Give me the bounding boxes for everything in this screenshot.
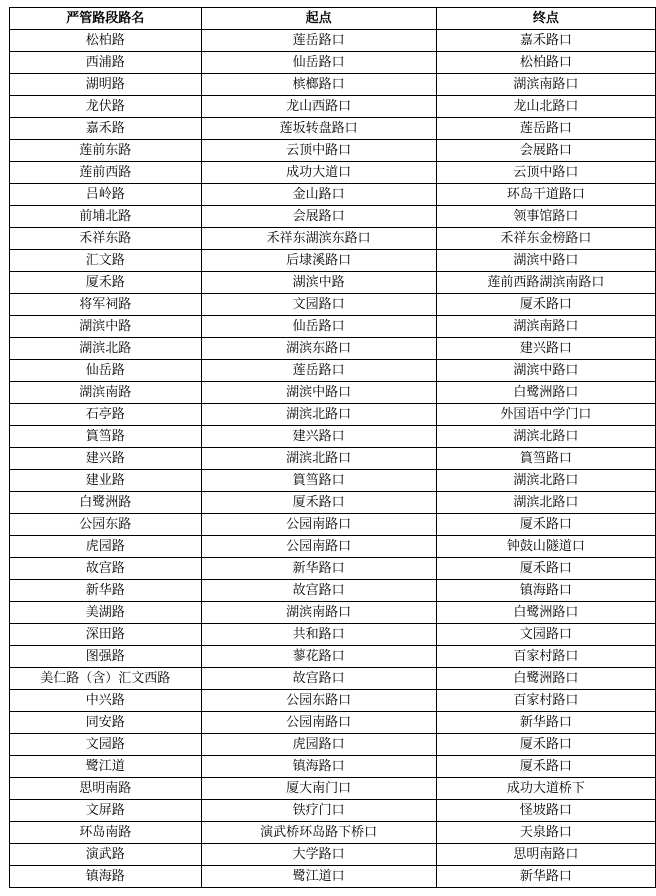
cell-road-name: 龙伏路 [10,96,202,118]
cell-start-point: 莲岳路口 [201,30,436,52]
cell-road-name: 莲前东路 [10,140,202,162]
cell-end-point: 松柏路口 [436,52,655,74]
table-row [10,492,656,514]
cell-road-name: 镇海路 [10,866,202,888]
cell-road-name: 禾祥东路 [10,228,202,250]
cell-start-point: 金山路口 [201,184,436,206]
cell-end-point: 白鹭洲路口 [436,382,655,404]
cell-end-point: 环岛干道路口 [436,184,655,206]
cell-start-point: 公园南路口 [201,712,436,734]
cell-road-name: 文园路 [10,734,202,756]
cell-start-point: 蓼花路口 [201,646,436,668]
cell-end-point: 厦禾路口 [436,558,655,580]
cell-start-point: 新华路口 [201,558,436,580]
cell-end-point: 成功大道桥下 [436,778,655,800]
cell-start-point: 共和路口 [201,624,436,646]
cell-road-name: 美仁路（含）汇文西路 [10,668,202,690]
cell-road-name: 环岛南路 [10,822,202,844]
cell-road-name: 新华路 [10,580,202,602]
cell-road-name: 虎园路 [10,536,202,558]
table-row [10,184,656,206]
cell-end-point: 嘉禾路口 [436,30,655,52]
cell-start-point: 后埭溪路口 [201,250,436,272]
cell-road-name: 建业路 [10,470,202,492]
cell-start-point: 湖滨东路口 [201,338,436,360]
cell-start-point: 公园南路口 [201,514,436,536]
table-row [10,536,656,558]
cell-end-point: 湖滨中路口 [436,360,655,382]
cell-start-point: 禾祥东湖滨东路口 [201,228,436,250]
table-row [10,52,656,74]
table-row [10,74,656,96]
table-row [10,228,656,250]
cell-road-name: 石亭路 [10,404,202,426]
table-row [10,756,656,778]
cell-road-name: 仙岳路 [10,360,202,382]
cell-end-point: 领事馆路口 [436,206,655,228]
cell-end-point: 文园路口 [436,624,655,646]
cell-road-name: 湖滨南路 [10,382,202,404]
cell-road-name: 演武路 [10,844,202,866]
cell-end-point: 白鹭洲路口 [436,602,655,624]
cell-start-point: 湖滨北路口 [201,448,436,470]
table-row [10,690,656,712]
cell-road-name: 湖滨北路 [10,338,202,360]
cell-end-point: 厦禾路口 [436,514,655,536]
cell-road-name: 建兴路 [10,448,202,470]
restricted-roads-table [9,7,656,888]
cell-end-point: 湖滨北路口 [436,470,655,492]
cell-start-point: 故宫路口 [201,668,436,690]
table-row [10,646,656,668]
table-body [10,30,656,888]
cell-start-point: 湖滨北路口 [201,404,436,426]
cell-start-point: 厦禾路口 [201,492,436,514]
cell-end-point: 百家村路口 [436,646,655,668]
table-container [9,7,656,888]
cell-start-point: 大学路口 [201,844,436,866]
cell-end-point: 天泉路口 [436,822,655,844]
cell-start-point: 文园路口 [201,294,436,316]
table-row [10,294,656,316]
table-row [10,668,656,690]
table-row [10,118,656,140]
table-row [10,844,656,866]
cell-end-point: 湖滨南路口 [436,74,655,96]
cell-end-point: 新华路口 [436,712,655,734]
cell-end-point: 湖滨北路口 [436,492,655,514]
table-row [10,778,656,800]
cell-road-name: 汇文路 [10,250,202,272]
cell-end-point: 湖滨南路口 [436,316,655,338]
cell-road-name: 美湖路 [10,602,202,624]
cell-end-point: 思明南路口 [436,844,655,866]
cell-end-point: 湖滨北路口 [436,426,655,448]
cell-road-name: 故宫路 [10,558,202,580]
cell-road-name: 同安路 [10,712,202,734]
cell-road-name: 前埔北路 [10,206,202,228]
cell-road-name: 思明南路 [10,778,202,800]
cell-start-point: 仙岳路口 [201,52,436,74]
cell-start-point: 公园南路口 [201,536,436,558]
header-end-point: 终点 [436,8,655,30]
table-row [10,162,656,184]
table-row [10,580,656,602]
cell-start-point: 厦大南门口 [201,778,436,800]
table-row [10,470,656,492]
cell-road-name: 湖明路 [10,74,202,96]
cell-start-point: 鹭江道口 [201,866,436,888]
cell-end-point: 篔筜路口 [436,448,655,470]
cell-end-point: 湖滨中路口 [436,250,655,272]
table-row [10,712,656,734]
cell-start-point: 仙岳路口 [201,316,436,338]
cell-road-name: 湖滨中路 [10,316,202,338]
cell-end-point: 百家村路口 [436,690,655,712]
table-row [10,514,656,536]
cell-road-name: 篔筜路 [10,426,202,448]
cell-end-point: 厦禾路口 [436,734,655,756]
cell-end-point: 厦禾路口 [436,294,655,316]
cell-start-point: 篔筜路口 [201,470,436,492]
table-row [10,360,656,382]
table-row [10,426,656,448]
table-row [10,316,656,338]
cell-start-point: 龙山西路口 [201,96,436,118]
table-header-row [10,8,656,30]
table-row [10,338,656,360]
table-row [10,404,656,426]
cell-start-point: 镇海路口 [201,756,436,778]
cell-start-point: 演武桥环岛路下桥口 [201,822,436,844]
table-row [10,624,656,646]
table-row [10,96,656,118]
cell-start-point: 湖滨中路 [201,272,436,294]
cell-end-point: 云顶中路口 [436,162,655,184]
cell-road-name: 吕岭路 [10,184,202,206]
cell-end-point: 会展路口 [436,140,655,162]
table-row [10,448,656,470]
cell-start-point: 莲坂转盘路口 [201,118,436,140]
cell-road-name: 鹭江道 [10,756,202,778]
cell-road-name: 嘉禾路 [10,118,202,140]
cell-end-point: 外国语中学门口 [436,404,655,426]
cell-end-point: 新华路口 [436,866,655,888]
table-row [10,734,656,756]
table-row [10,382,656,404]
header-road-name: 严管路段路名 [10,8,202,30]
cell-road-name: 莲前西路 [10,162,202,184]
cell-end-point: 龙山北路口 [436,96,655,118]
cell-road-name: 白鹭洲路 [10,492,202,514]
cell-start-point: 会展路口 [201,206,436,228]
cell-road-name: 图强路 [10,646,202,668]
table-row [10,558,656,580]
cell-start-point: 铁疗门口 [201,800,436,822]
table-row [10,272,656,294]
cell-end-point: 钟鼓山隧道口 [436,536,655,558]
table-row [10,250,656,272]
cell-end-point: 莲岳路口 [436,118,655,140]
cell-start-point: 公园东路口 [201,690,436,712]
header-start-point: 起点 [201,8,436,30]
cell-end-point: 白鹭洲路口 [436,668,655,690]
cell-road-name: 文屏路 [10,800,202,822]
cell-road-name: 将军祠路 [10,294,202,316]
cell-start-point: 湖滨南路口 [201,602,436,624]
cell-road-name: 深田路 [10,624,202,646]
cell-end-point: 莲前西路湖滨南路口 [436,272,655,294]
table-row [10,30,656,52]
table-row [10,206,656,228]
cell-start-point: 湖滨中路口 [201,382,436,404]
cell-start-point: 虎园路口 [201,734,436,756]
cell-start-point: 成功大道口 [201,162,436,184]
table-row [10,822,656,844]
table-row [10,140,656,162]
table-row [10,602,656,624]
cell-start-point: 槟榔路口 [201,74,436,96]
cell-start-point: 云顶中路口 [201,140,436,162]
cell-road-name: 厦禾路 [10,272,202,294]
cell-start-point: 故宫路口 [201,580,436,602]
cell-end-point: 禾祥东金榜路口 [436,228,655,250]
cell-start-point: 莲岳路口 [201,360,436,382]
cell-road-name: 西浦路 [10,52,202,74]
cell-end-point: 镇海路口 [436,580,655,602]
cell-start-point: 建兴路口 [201,426,436,448]
cell-road-name: 公园东路 [10,514,202,536]
table-row [10,800,656,822]
cell-road-name: 中兴路 [10,690,202,712]
cell-end-point: 厦禾路口 [436,756,655,778]
cell-end-point: 建兴路口 [436,338,655,360]
cell-end-point: 怪坡路口 [436,800,655,822]
table-row [10,866,656,888]
cell-road-name: 松柏路 [10,30,202,52]
